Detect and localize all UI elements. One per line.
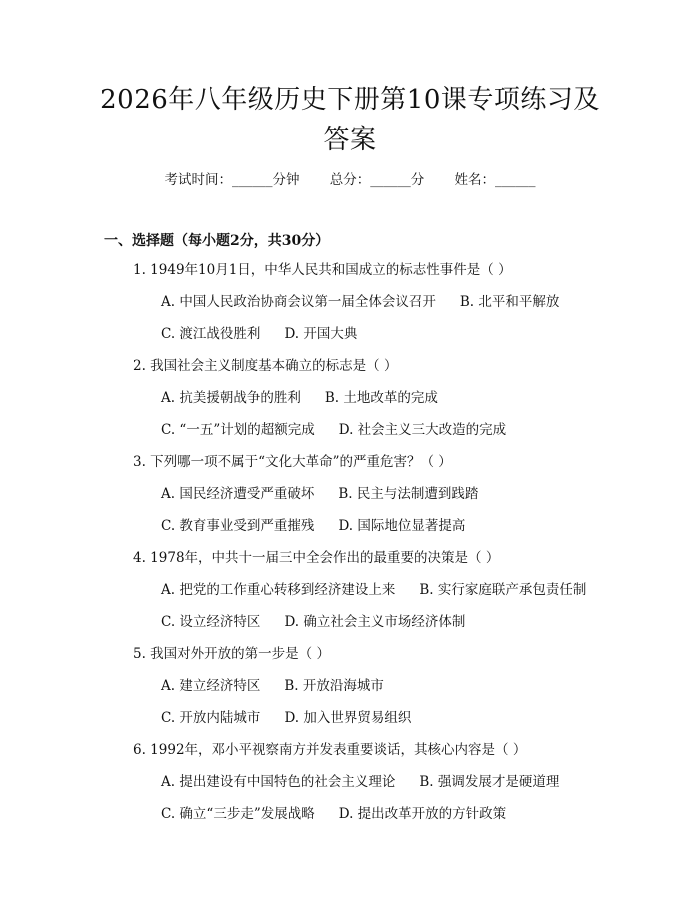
option-a: A. 把党的工作重心转移到经济建设上来 (161, 582, 396, 598)
exam-total-score: 总分：______分 (329, 172, 425, 188)
student-name: 姓名：______ (454, 172, 536, 188)
option-c: C. 渡江战役胜利 (161, 326, 261, 342)
option-d: D. 社会主义三大改造的完成 (338, 422, 507, 438)
question-5-options-row-1 (161, 677, 384, 695)
option-c: C. 开放内陆城市 (161, 710, 261, 726)
title-line-2: 答案 (323, 125, 377, 155)
question-5-options-row-2 (161, 709, 411, 727)
question-4-options-row-1 (161, 581, 586, 599)
question-1-options-row-2 (161, 325, 357, 343)
question-4-stem: 4. 1978年，中共十一届三中全会作出的最重要的决策是（ ） (133, 550, 500, 566)
option-d: D. 开国大典 (284, 326, 358, 342)
option-a: A. 建立经济特区 (161, 678, 261, 694)
option-c: C. “一五”计划的超额完成 (161, 422, 315, 438)
option-d: D. 国际地位显著提高 (338, 518, 466, 534)
option-d: D. 确立社会主义市场经济体制 (284, 614, 466, 630)
question-6-options-row-1 (161, 773, 559, 791)
option-a: A. 中国人民政治协商会议第一届全体会议召开 (161, 294, 436, 310)
option-d: D. 加入世界贸易组织 (284, 710, 412, 726)
option-b: B. 北平和平解放 (459, 294, 560, 310)
option-c: C. 确立“三步走”发展战略 (161, 806, 315, 822)
option-a: A. 提出建设有中国特色的社会主义理论 (161, 774, 396, 790)
option-c: C. 教育事业受到严重摧残 (161, 518, 315, 534)
option-b: B. 实行家庭联产承包责任制 (419, 582, 587, 598)
exam-time: 考试时间：______分钟 (164, 172, 300, 188)
option-a: A. 抗美援朝战争的胜利 (161, 390, 301, 406)
option-b: B. 开放沿海城市 (284, 678, 384, 694)
option-a: A. 国民经济遭受严重破坏 (161, 486, 315, 502)
question-3-options-row-1 (161, 485, 478, 503)
question-4-options-row-2 (161, 613, 465, 631)
title-line-1: 2026年八年级历史下册第10课专项练习及 (100, 85, 600, 115)
question-2-options-row-1 (161, 389, 438, 407)
option-c: C. 设立经济特区 (161, 614, 261, 630)
option-b: B. 土地改革的完成 (324, 390, 438, 406)
question-1-stem: 1. 1949年10月1日，中华人民共和国成立的标志性事件是（ ） (133, 262, 512, 278)
question-6-options-row-2 (161, 805, 506, 823)
option-b: B. 强调发展才是硬道理 (419, 774, 560, 790)
question-5-stem: 5. 我国对外开放的第一步是（ ） (133, 646, 330, 662)
question-2-options-row-2 (161, 421, 506, 439)
question-3-stem: 3. 下列哪一项不属于“文化大革命”的严重危害？（ ） (133, 454, 452, 470)
option-b: B. 民主与法制遭到践踏 (338, 486, 479, 502)
option-d: D. 提出改革开放的方针政策 (338, 806, 507, 822)
page-title (60, 80, 640, 160)
question-1-options-row-1 (161, 293, 559, 311)
exam-info-line (0, 168, 700, 188)
question-6-stem: 6. 1992年，邓小平视察南方并发表重要谈话，其核心内容是（ ） (133, 742, 527, 758)
section-heading: 一、选择题（每小题2分，共30分） (104, 233, 330, 249)
question-3-options-row-2 (161, 517, 465, 535)
question-2-stem: 2. 我国社会主义制度基本确立的标志是（ ） (133, 358, 398, 374)
